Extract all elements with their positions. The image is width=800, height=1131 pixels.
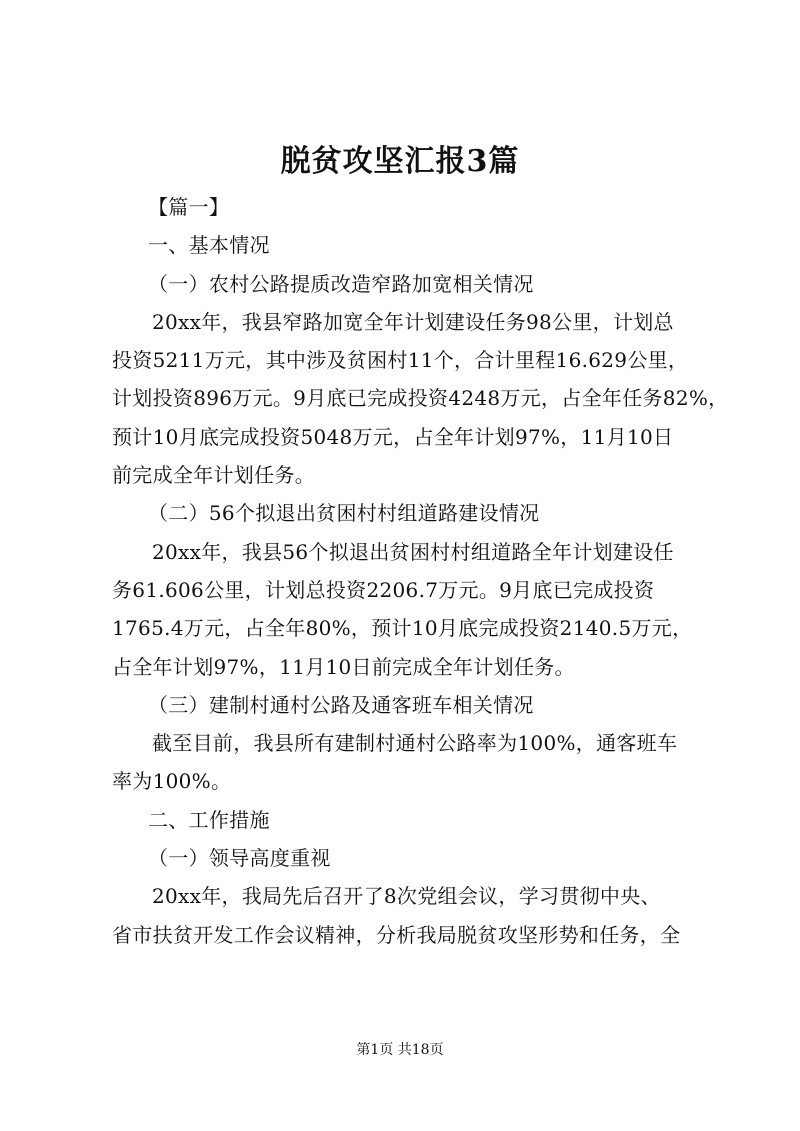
subheading-1: （一）农村公路提质改造窄路加宽相关情况	[148, 271, 534, 296]
section-label: 【篇一】	[148, 195, 230, 219]
paragraph-line: 20xx年，我县窄路加宽全年计划建设任务98公里，计划总	[152, 309, 674, 334]
subheading-4: （一）领导高度重视	[148, 846, 331, 871]
paragraph-line: 1765.4万元，占全年80%，预计10月底完成投资2140.5万元，	[112, 616, 693, 641]
subheading-3: （三）建制村通村公路及通客班车相关情况	[148, 692, 534, 717]
paragraph-line: 预计10月底完成投资5048万元，占全年计划97%，11月10日	[112, 424, 674, 449]
paragraph-line: 占全年计划97%，11月10日前完成全年计划任务。	[112, 654, 575, 679]
heading-work-measures: 二、工作措施	[148, 807, 270, 832]
paragraph-line: 投资5211万元，其中涉及贫困村11个，合计里程16.629公里，	[112, 348, 689, 373]
paragraph-line: 20xx年，我局先后召开了8次党组会议，学习贯彻中央、	[152, 884, 661, 909]
heading-basic-situation: 一、基本情况	[148, 233, 270, 258]
subheading-2: （二）56个拟退出贫困村村组道路建设情况	[148, 501, 540, 526]
paragraph-line: 率为100%。	[112, 769, 232, 794]
paragraph-line: 省市扶贫开发工作会议精神，分析我局脱贫攻坚形势和任务，全	[112, 922, 681, 947]
document-body	[112, 188, 729, 954]
paragraph-line: 前完成全年计划任务。	[112, 463, 315, 488]
paragraph-line: 计划投资896万元。9月底已完成投资4248万元，占全年任务82%，	[112, 386, 729, 411]
paragraph-line: 20xx年，我县56个拟退出贫困村村组道路全年计划建设任	[152, 539, 674, 564]
page-footer: 第1页 共18页	[356, 1042, 444, 1058]
document-title: 脱贫攻坚汇报3篇	[280, 144, 520, 179]
paragraph-line: 务61.606公里，计划总投资2206.7万元。9月底已完成投资	[112, 577, 655, 602]
paragraph-line: 截至目前，我县所有建制村通村公路率为100%，通客班车	[152, 731, 678, 756]
